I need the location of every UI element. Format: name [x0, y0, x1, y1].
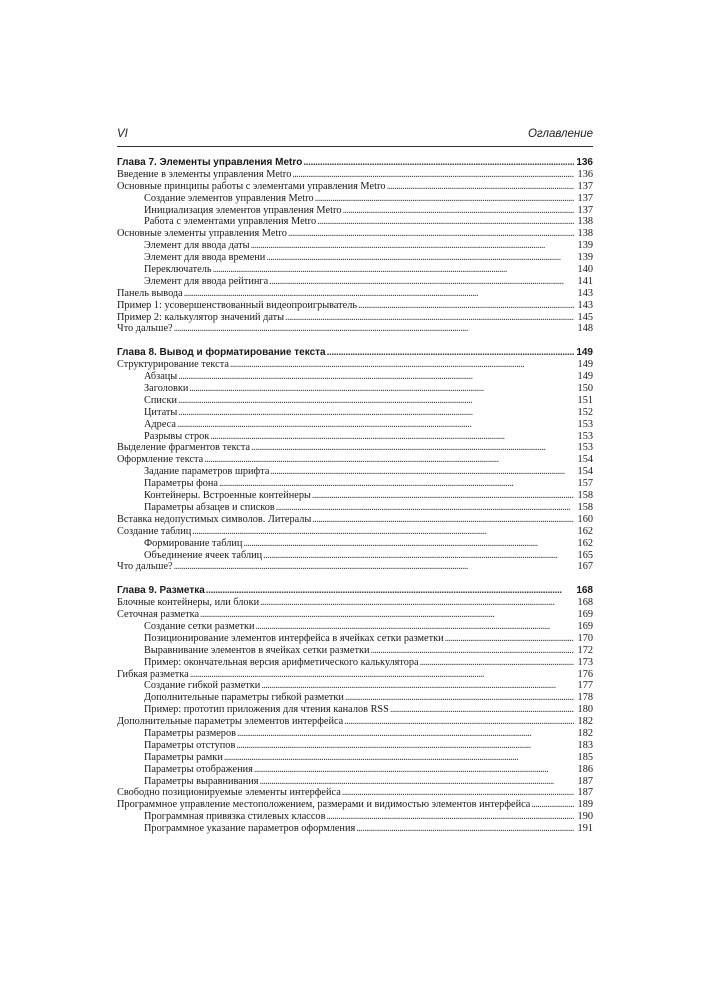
entry-title: Глава 8. Вывод и форматирование текста	[117, 347, 326, 359]
toc-entry	[117, 216, 593, 228]
entry-title: Глава 7. Элементы управления Metro	[117, 157, 303, 168]
entry-title: Заголовки	[144, 383, 189, 395]
entry-title: Контейнеры. Встроенные контейнеры	[144, 490, 311, 502]
dot-leader	[317, 216, 574, 228]
toc-entry	[117, 478, 593, 490]
toc-entry	[117, 538, 593, 550]
entry-title: Формирование таблиц	[144, 537, 243, 549]
entry-title: Цитаты	[144, 406, 178, 418]
dot-leader	[342, 787, 574, 799]
toc-entry	[117, 276, 593, 288]
entry-title: Абзацы	[144, 371, 178, 383]
entry-title: Работа с элементами управления Metro	[144, 216, 317, 228]
entry-page-number: 149	[577, 359, 593, 371]
toc-entry	[117, 633, 593, 645]
dot-leader	[285, 312, 574, 324]
entry-page-number: 137	[577, 204, 593, 216]
entry-page-number: 154	[577, 466, 593, 478]
entry-page-number: 148	[577, 323, 593, 335]
dot-leader	[210, 431, 574, 443]
dot-leader	[387, 181, 574, 193]
chapter-gap	[117, 573, 593, 585]
entry-page-number: 176	[577, 668, 593, 680]
toc-entry	[117, 740, 593, 752]
entry-title: Пример 2: калькулятор значений даты	[117, 311, 285, 323]
toc-entry	[117, 419, 593, 431]
entry-page-number: 153	[577, 430, 593, 442]
dot-leader	[178, 407, 574, 419]
entry-page-number: 168	[577, 597, 593, 609]
entry-title: Элемент для ввода рейтинга	[144, 275, 269, 287]
toc-entry	[117, 645, 593, 657]
toc-entry	[117, 431, 593, 443]
dot-leader	[204, 454, 574, 466]
entry-page-number: 169	[577, 609, 593, 621]
dot-leader	[236, 740, 574, 752]
toc-entry	[117, 383, 593, 395]
entry-title: Глава 9. Разметка	[117, 585, 205, 597]
entry-title: Переключатель	[144, 264, 212, 276]
entry-page-number: 140	[577, 264, 593, 276]
entry-title: Гибкая разметка	[117, 668, 189, 680]
dot-leader	[303, 157, 574, 169]
entry-title: Списки	[144, 394, 177, 406]
dot-leader	[200, 609, 574, 621]
chapter-heading	[117, 347, 593, 359]
entry-page-number: 167	[577, 561, 593, 573]
entry-title: Создание таблиц	[117, 525, 192, 537]
entry-title: Параметры выравнивания	[144, 775, 259, 787]
dot-leader	[255, 621, 574, 633]
toc-entry	[117, 193, 593, 205]
entry-page-number: 189	[577, 799, 593, 811]
entry-page-number: 153	[577, 442, 593, 454]
toc-entry	[117, 776, 593, 788]
entry-title: Дополнительные параметры гибкой разметки	[144, 692, 344, 704]
entry-title: Панель вывода	[117, 287, 183, 299]
toc-entry	[117, 288, 593, 300]
toc-entry	[117, 514, 593, 526]
dot-leader	[219, 478, 574, 490]
dot-leader	[230, 359, 574, 371]
entry-title: Программное управление местоположением, размерами и видимостью элементов интерфейса	[117, 799, 531, 811]
entry-page-number: 182	[577, 727, 593, 739]
page-number: VI	[117, 128, 128, 140]
toc-entry	[117, 359, 593, 371]
dot-leader	[177, 419, 574, 431]
entry-page-number: 141	[577, 275, 593, 287]
entry-title: Вставка недопустимых символов. Литералы	[117, 513, 312, 525]
toc-entry	[117, 526, 593, 538]
toc-entry	[117, 323, 593, 335]
toc-entry	[117, 395, 593, 407]
entry-title: Сеточная разметка	[117, 609, 200, 621]
toc-entry	[117, 252, 593, 264]
entry-title: Программная привязка стилевых классов	[144, 811, 326, 823]
dot-leader	[260, 776, 574, 788]
entry-page-number: 138	[577, 228, 593, 240]
entry-page-number: 172	[577, 644, 593, 656]
entry-page-number: 149	[577, 371, 593, 383]
entry-page-number: 145	[577, 311, 593, 323]
dot-leader	[312, 514, 574, 526]
toc-entry	[117, 181, 593, 193]
entry-page-number: 169	[577, 620, 593, 632]
header-title: Оглавление	[528, 128, 593, 140]
entry-title: Выделение фрагментов текста	[117, 442, 251, 454]
toc-entry	[117, 205, 593, 217]
dot-leader	[266, 252, 574, 264]
entry-title: Выравнивание элементов в ячейках сетки разметки	[144, 644, 370, 656]
entry-title: Параметры рамки	[144, 751, 223, 763]
entry-page-number: 177	[577, 680, 593, 692]
chapter-heading	[117, 585, 593, 597]
entry-page-number: 139	[577, 240, 593, 252]
toc-entry	[117, 466, 593, 478]
entry-title: Создание элементов управления Metro	[144, 192, 314, 204]
entry-title: Оформление текста	[117, 454, 204, 466]
entry-page-number: 190	[577, 811, 593, 823]
toc-entry	[117, 728, 593, 740]
toc-entry	[117, 407, 593, 419]
entry-title: Параметры размеров	[144, 727, 236, 739]
toc-entry	[117, 764, 593, 776]
running-header	[117, 128, 593, 144]
dot-leader	[213, 264, 574, 276]
entry-page-number: 180	[577, 704, 593, 716]
entry-title: Дополнительные параметры элементов интерфейса	[117, 716, 344, 728]
toc-entry	[117, 490, 593, 502]
dot-leader	[315, 193, 574, 205]
dot-leader	[344, 716, 574, 728]
dot-leader	[343, 205, 574, 217]
toc-entry	[117, 823, 593, 835]
entry-title: Блочные контейнеры, или блоки	[117, 597, 260, 609]
dot-leader	[292, 169, 574, 181]
entry-title: Параметры фона	[144, 478, 218, 490]
dot-leader	[260, 597, 574, 609]
dot-leader	[251, 442, 574, 454]
entry-title: Пример: окончательная версия арифметического калькулятора	[144, 656, 419, 668]
entry-page-number: 178	[577, 692, 593, 704]
entry-page-number: 154	[577, 454, 593, 466]
entry-title: Пример 1: усовершенствованный видеопроигрыватель	[117, 299, 358, 311]
toc-entry	[117, 264, 593, 276]
entry-page-number: 143	[577, 287, 593, 299]
toc-entry	[117, 597, 593, 609]
toc-entry	[117, 454, 593, 466]
dot-leader	[345, 692, 574, 704]
dot-leader	[390, 704, 574, 716]
entry-page-number: 137	[577, 192, 593, 204]
dot-leader	[327, 347, 574, 359]
dot-leader	[531, 799, 574, 811]
dot-leader	[178, 395, 574, 407]
toc-entry	[117, 561, 593, 573]
entry-title: Инициализация элементов управления Metro	[144, 204, 342, 216]
entry-page-number: 158	[577, 490, 593, 502]
entry-page-number: 186	[577, 763, 593, 775]
entry-page-number: 136	[576, 157, 593, 168]
entry-page-number: 139	[577, 252, 593, 264]
dot-leader	[445, 633, 574, 645]
toc-entry	[117, 669, 593, 681]
toc-entry	[117, 502, 593, 514]
entry-page-number: 168	[576, 585, 593, 597]
toc-entry	[117, 312, 593, 324]
entry-page-number: 158	[577, 501, 593, 513]
entry-title: Задание параметров шрифта	[144, 466, 270, 478]
dot-leader	[190, 669, 574, 681]
dot-leader	[263, 550, 574, 562]
toc-entry	[117, 169, 593, 181]
entry-page-number: 162	[577, 537, 593, 549]
entry-title: Основные элементы управления Metro	[117, 228, 287, 240]
entry-title: Что дальше?	[117, 323, 173, 335]
entry-title: Разрывы строк	[144, 430, 210, 442]
dot-leader	[276, 502, 574, 514]
entry-page-number: 152	[577, 406, 593, 418]
entry-page-number: 136	[577, 168, 593, 180]
entry-title: Что дальше?	[117, 561, 173, 573]
entry-page-number: 165	[577, 549, 593, 561]
dot-leader	[261, 680, 574, 692]
toc-entry	[117, 228, 593, 240]
table-of-contents	[117, 157, 593, 835]
entry-page-number: 137	[577, 180, 593, 192]
toc-entry	[117, 752, 593, 764]
dot-leader	[192, 526, 574, 538]
toc-entry	[117, 609, 593, 621]
entry-title: Элемент для ввода времени	[144, 252, 266, 264]
dot-leader	[356, 823, 574, 835]
toc-entry	[117, 621, 593, 633]
dot-leader	[184, 288, 574, 300]
toc-entry	[117, 550, 593, 562]
entry-page-number: 191	[577, 823, 593, 835]
entry-page-number: 187	[577, 787, 593, 799]
dot-leader	[243, 538, 574, 550]
toc-entry	[117, 240, 593, 252]
entry-title: Параметры абзацев и списков	[144, 501, 275, 513]
toc-entry	[117, 371, 593, 383]
dot-leader	[174, 561, 574, 573]
entry-page-number: 157	[577, 478, 593, 490]
dot-leader	[178, 371, 574, 383]
entry-page-number: 149	[576, 347, 593, 359]
entry-page-number: 162	[577, 525, 593, 537]
entry-page-number: 151	[577, 394, 593, 406]
entry-title: Позиционирование элементов интерфейса в ячейках сетки разметки	[144, 632, 444, 644]
dot-leader	[269, 276, 574, 288]
dot-leader	[224, 752, 574, 764]
dot-leader	[358, 300, 574, 312]
entry-page-number: 153	[577, 418, 593, 430]
dot-leader	[254, 764, 574, 776]
entry-title: Создание гибкой разметки	[144, 680, 261, 692]
header-rule	[117, 146, 593, 147]
entry-title: Структурирование текста	[117, 359, 229, 371]
entry-page-number: 185	[577, 751, 593, 763]
entry-page-number: 170	[577, 632, 593, 644]
dot-leader	[326, 811, 574, 823]
dot-leader	[251, 240, 574, 252]
dot-leader	[237, 728, 574, 740]
toc-entry	[117, 692, 593, 704]
toc-entry	[117, 704, 593, 716]
dot-leader	[312, 490, 574, 502]
entry-title: Введение в элементы управления Metro	[117, 168, 292, 180]
entry-page-number: 143	[577, 299, 593, 311]
entry-title: Свободно позиционируемые элементы интерфейса	[117, 787, 341, 799]
toc-entry	[117, 657, 593, 669]
entry-title: Элемент для ввода даты	[144, 240, 250, 252]
dot-leader	[189, 383, 574, 395]
entry-page-number: 160	[577, 513, 593, 525]
entry-page-number: 138	[577, 216, 593, 228]
toc-entry	[117, 442, 593, 454]
entry-title: Параметры отображения	[144, 763, 253, 775]
entry-title: Адреса	[144, 418, 176, 430]
toc-entry	[117, 300, 593, 312]
dot-leader	[174, 323, 574, 335]
entry-page-number: 182	[577, 716, 593, 728]
entry-page-number: 183	[577, 739, 593, 751]
dot-leader	[270, 466, 574, 478]
toc-entry	[117, 799, 593, 811]
entry-title: Основные принципы работы с элементами управления Metro	[117, 180, 386, 192]
entry-title: Пример: прототип приложения для чтения каналов RSS	[144, 704, 389, 716]
entry-page-number: 173	[577, 656, 593, 668]
entry-title: Программное указание параметров оформления	[144, 823, 356, 835]
dot-leader	[371, 645, 574, 657]
dot-leader	[288, 228, 574, 240]
toc-entry	[117, 680, 593, 692]
entry-title: Параметры отступов	[144, 739, 236, 751]
toc-entry	[117, 811, 593, 823]
chapter-gap	[117, 335, 593, 347]
entry-page-number: 150	[577, 383, 593, 395]
entry-title: Создание сетки разметки	[144, 620, 255, 632]
entry-page-number: 187	[577, 775, 593, 787]
toc-entry	[117, 787, 593, 799]
chapter-heading	[117, 157, 593, 169]
dot-leader	[206, 585, 574, 597]
toc-entry	[117, 716, 593, 728]
dot-leader	[420, 657, 574, 669]
entry-title: Объединение ячеек таблиц	[144, 549, 263, 561]
